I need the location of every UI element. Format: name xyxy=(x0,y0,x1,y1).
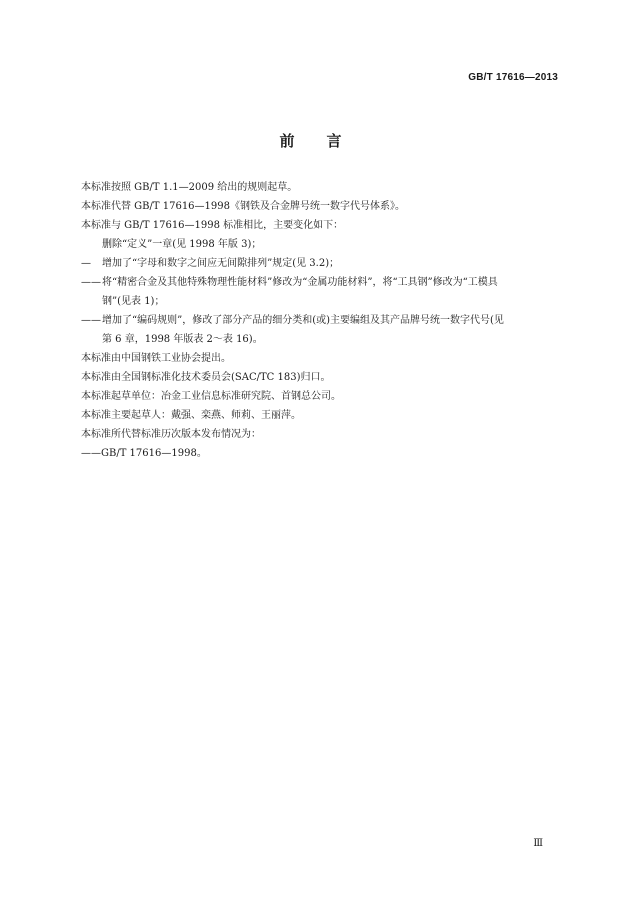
change-item-renamed-materials xyxy=(81,273,561,292)
paragraph-proposed-by: 本标准由中国钢铁工业协会提出。 xyxy=(81,353,231,364)
list-item-continuation: 第 6 章，1998 年版表 2～表 16)。 xyxy=(102,334,263,345)
list-item-text: 将“精密合金及其他特殊物理性能材料”修改为“金属功能材料”，将“工具钢”修改为“工模具 xyxy=(102,277,498,288)
list-dash: — xyxy=(81,258,91,269)
change-item-coding-rules xyxy=(81,311,561,330)
list-item-text: 增加了“编码规则”，修改了部分产品的细分类和(或)主要编组及其产品牌号统一数字代号(见 xyxy=(102,315,504,326)
list-item-text: 增加了“字母和数字之间应无间隙排列”规定(见 3.2)； xyxy=(102,258,340,269)
page-title: 前言 xyxy=(279,132,374,150)
standard-number: GB/T 17616—2013 xyxy=(468,72,558,83)
list-dash: —— xyxy=(81,277,101,288)
paragraph-main-drafters: 本标准主要起草人：戴强、栾燕、师莉、王丽萍。 xyxy=(81,410,301,421)
paragraph-drafting-units: 本标准起草单位：冶金工业信息标准研究院、首钢总公司。 xyxy=(81,391,341,402)
document-body xyxy=(81,178,561,463)
paragraph-administered-by: 本标准由全国钢标准化技术委员会(SAC/TC 183)归口。 xyxy=(81,372,331,383)
history-item: ——GB/T 17616—1998。 xyxy=(81,448,207,459)
paragraph-drafting-rules: 本标准按照 GB/T 1.1—2009 给出的规则起草。 xyxy=(81,182,298,193)
paragraph-version-history: 本标准所代替标准历次版本发布情况为： xyxy=(81,429,261,440)
paragraph-replaces: 本标准代替 GB/T 17616—1998《钢铁及合金牌号统一数字代号体系》。 xyxy=(81,201,405,212)
change-item-spacing-rule xyxy=(81,254,561,273)
list-item-continuation: 钢”(见表 1)； xyxy=(102,296,165,307)
paragraph-main-changes: 本标准与 GB/T 17616—1998 标准相比，主要变化如下： xyxy=(81,220,344,231)
change-item-deleted-definitions: 删除“定义”一章(见 1998 年版 3)； xyxy=(102,239,262,250)
page-number: Ⅲ xyxy=(533,838,543,849)
list-dash: —— xyxy=(81,315,101,326)
